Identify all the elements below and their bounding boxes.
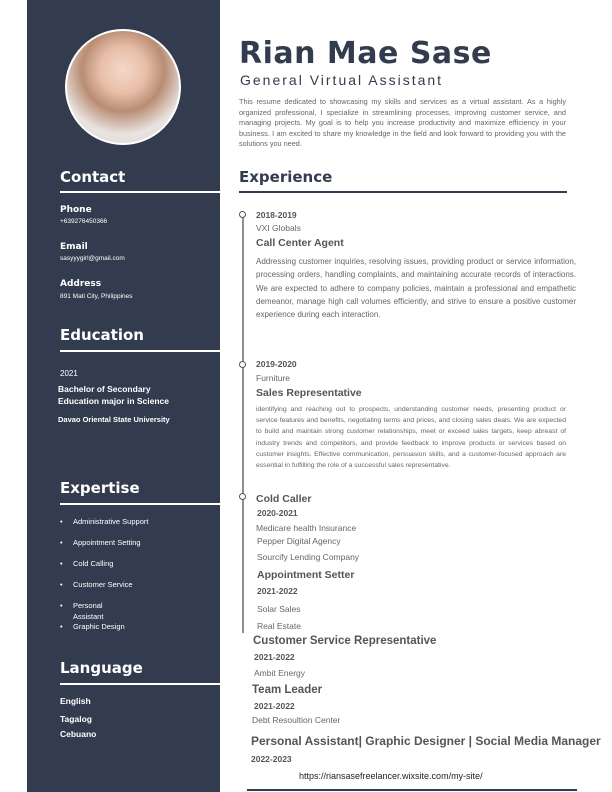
divider <box>239 191 567 193</box>
job-title: General Virtual Assistant <box>240 72 444 88</box>
contact-heading: Contact <box>60 168 126 186</box>
education-school: Davao Oriental State University <box>58 415 170 424</box>
language-heading: Language <box>60 659 143 677</box>
exp-years: 2022-2023 <box>251 754 292 764</box>
exp-title: Appointment Setter <box>257 569 355 581</box>
timeline-dot-icon <box>239 211 246 218</box>
timeline-dot-icon <box>239 493 246 500</box>
divider <box>60 503 220 505</box>
education-degree-2: Education major in Science <box>58 396 170 406</box>
expertise-heading: Expertise <box>60 479 140 497</box>
expertise-item: • Customer Service <box>60 580 133 589</box>
expertise-item: • Administrative Support <box>60 517 149 526</box>
timeline-line <box>242 213 244 633</box>
exp-description: Addressing customer inquiries, resolving issues, providing product or service information, processing orders, handling complaints, and maintaining accurate records of interactions. We are expected to adhere to company policies, maintain a professional and empathetic demeanor, manage high call volumes efficiently, and strive to ensure a positive customer experience during each interaction. <box>256 257 576 320</box>
exp-title: Personal Assistant| Graphic Designer | Social Media Manager <box>251 734 601 748</box>
email-label: Email <box>60 242 88 252</box>
phone-value: +639276450366 <box>60 218 108 225</box>
exp-title: Sales Representative <box>256 387 362 399</box>
exp-title: Team Leader <box>252 684 323 696</box>
timeline-dot-icon <box>239 361 246 368</box>
exp-company: Debt Resoultion Center <box>252 715 341 725</box>
divider <box>60 683 220 685</box>
education-degree: Bachelor of Secondary <box>58 384 151 394</box>
exp-title: Call Center Agent <box>256 237 344 249</box>
name-title: Rian Mae Sase <box>239 36 492 71</box>
expertise-item: Assistant <box>73 612 104 621</box>
portfolio-link[interactable]: https://riansasefreelancer.wixsite.com/my-site/ <box>299 771 483 781</box>
experience-heading: Experience <box>239 168 333 186</box>
exp-years: 2018-2019 <box>256 210 297 220</box>
education-heading: Education <box>60 326 144 344</box>
summary: This resume dedicated to showcasing my skills and services as a virtual assistant. As a highly organized professional, I specialize in streamlining processes, improving customer service, and managing projects. My goal is to help you increase productivity and maximize efficiency in your business. I am excited to share my knowledge in the field and look forward to providing you with the solutions you need. <box>239 97 566 148</box>
education-year: 2021 <box>60 369 78 378</box>
exp-company: Ambit Energy <box>254 668 306 678</box>
exp-title: Customer Service Representative <box>253 635 437 647</box>
exp-years: 2019-2020 <box>256 359 297 369</box>
expertise-item: • Cold Calling <box>60 559 114 568</box>
language-item: Cebuano <box>60 729 97 739</box>
expertise-item: • Personal <box>60 601 103 610</box>
expertise-item: • Graphic Design <box>60 622 125 631</box>
divider <box>60 191 220 193</box>
exp-company: Real Estate <box>257 621 301 631</box>
email-value[interactable]: sasyyygirl@gmail.com <box>60 255 125 262</box>
exp-company: Sourcify Lending Company <box>257 552 360 562</box>
exp-description: identifying and reaching out to prospects, understanding customer needs, presenting product or service features and benefits, negotiating terms and prices, and closing sales deals. We are expected to build and maintain strong customer relationships, meet or exceed sales targets, keep abreast of industry trends and competitors, and provide feedback to improve products or services based on customer insights. Effective communication, persuasion skills, and a customer-focused approach are essential in fulfilling the role of a successful sales representative. <box>256 406 566 470</box>
exp-company: Medicare health Insurance <box>256 523 357 533</box>
exp-years: 2021-2022 <box>254 701 295 711</box>
exp-years: 2021-2022 <box>254 652 295 662</box>
language-item: English <box>60 696 91 706</box>
divider <box>60 350 220 352</box>
divider <box>247 789 577 791</box>
expertise-item: • Appointment Setting <box>60 538 141 547</box>
address-value: 891 Mati City, Philippines <box>60 293 133 300</box>
language-item: Tagalog <box>60 714 92 724</box>
address-label: Address <box>60 279 102 289</box>
phone-label: Phone <box>60 205 92 215</box>
exp-company: Furniture <box>256 373 291 383</box>
exp-company: Pepper Digital Agency <box>257 536 341 546</box>
exp-title: Cold Caller <box>256 493 312 505</box>
exp-company: VXI Globals <box>256 223 301 233</box>
exp-company: Solar Sales <box>257 604 301 614</box>
profile-photo <box>65 29 181 145</box>
exp-years: 2021-2022 <box>257 586 298 596</box>
exp-years: 2020-2021 <box>257 508 298 518</box>
